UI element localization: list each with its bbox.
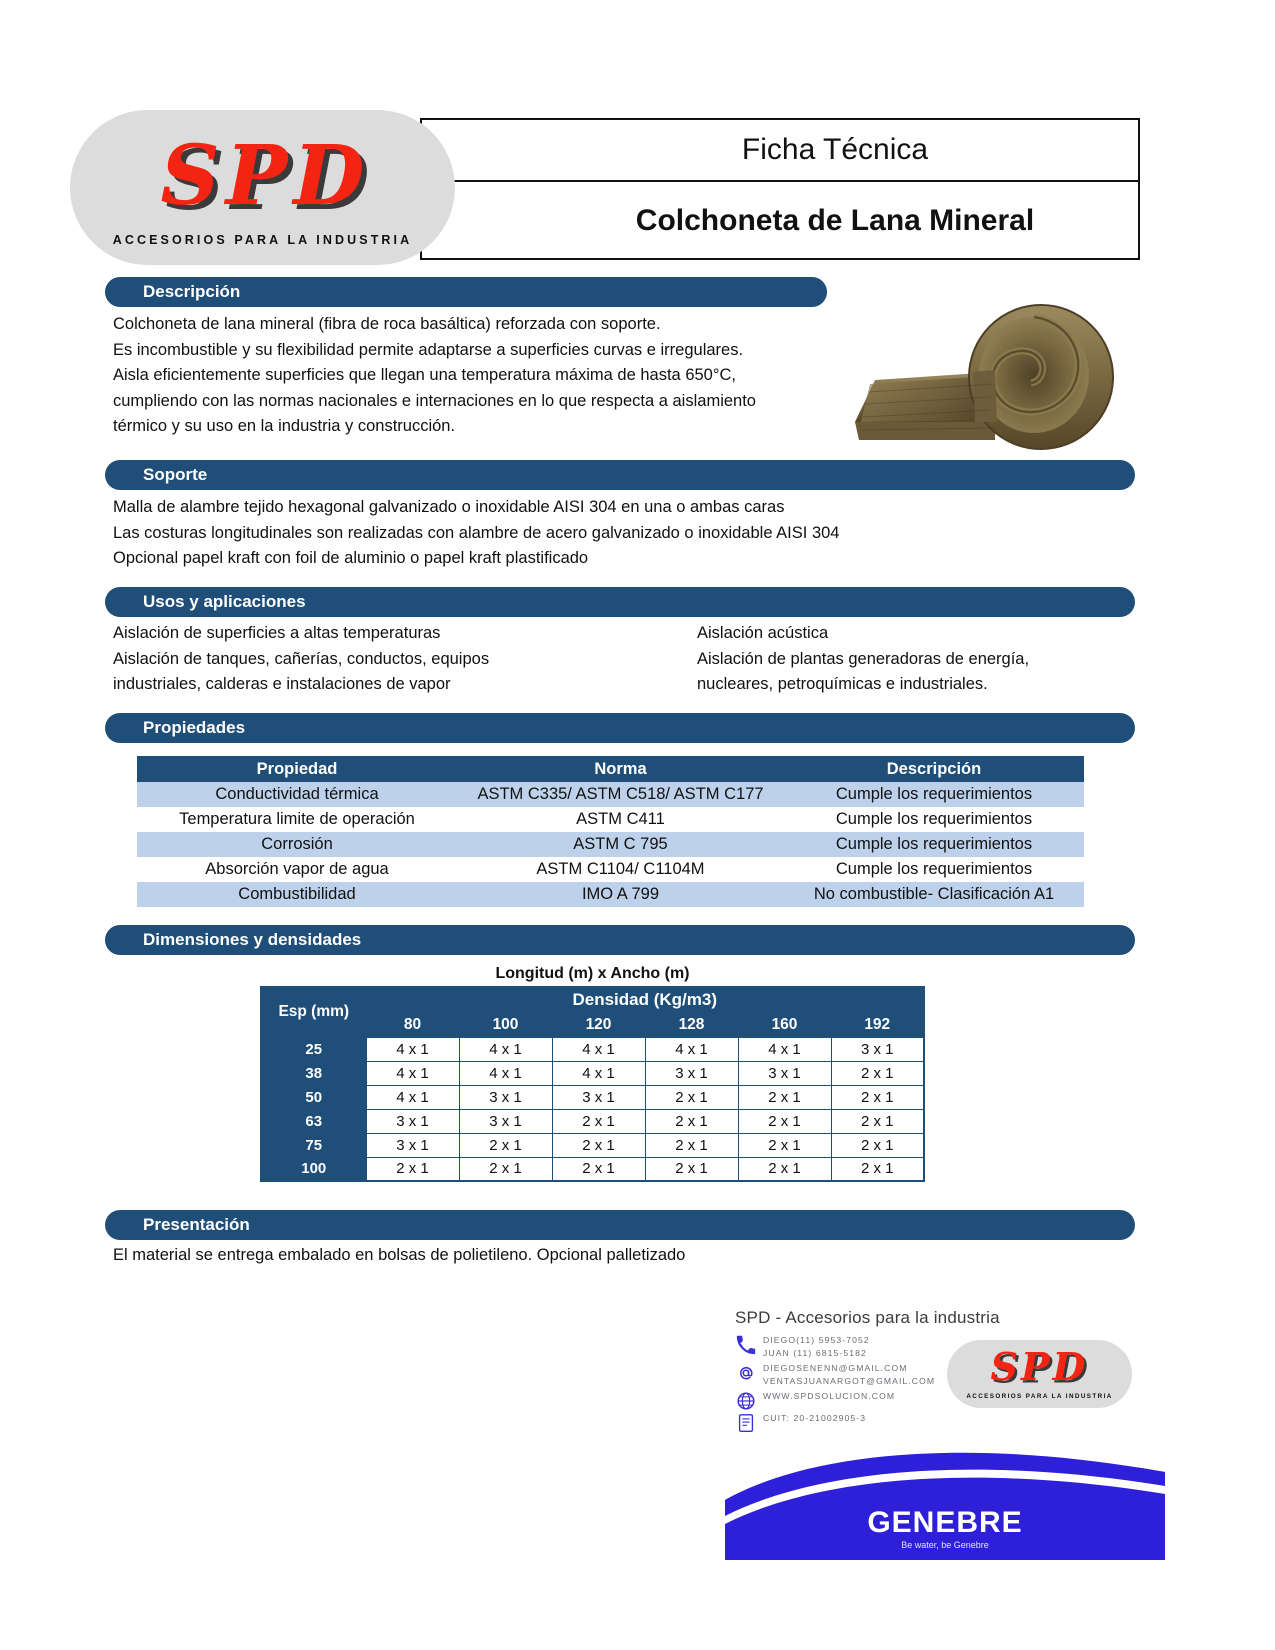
cell-norma: IMO A 799 (457, 882, 784, 907)
usos-left-column (113, 621, 673, 698)
table-row (261, 1109, 924, 1133)
cell-esp: 100 (261, 1157, 366, 1181)
dimensions-header-row-1 (261, 987, 924, 1013)
properties-table (137, 756, 1084, 907)
title-box (420, 118, 1140, 260)
cell-esp: 38 (261, 1061, 366, 1085)
phone-lines (763, 1334, 870, 1359)
cell-descripcion: Cumple los requerimientos (784, 832, 1084, 857)
globe-icon (735, 1390, 757, 1412)
contact-email (735, 1362, 935, 1387)
section-header-presentacion (105, 1210, 1135, 1240)
section-header-soporte (105, 460, 1135, 490)
footer (725, 1300, 1165, 1570)
usos-line: Aislación de tanques, cañerías, conductos, equipos (113, 649, 490, 668)
cell-size: 2 x 1 (738, 1157, 831, 1181)
email-line: DIEGOSENENN@GMAIL.COM (763, 1363, 908, 1373)
table-row (137, 782, 1084, 807)
cell-propiedad: Combustibilidad (137, 882, 457, 907)
contact-phone (735, 1334, 870, 1359)
density-col-192: 192 (831, 1013, 924, 1037)
phone-icon (735, 1334, 757, 1356)
cell-size: 4 x 1 (552, 1037, 645, 1061)
phone-line: DIEGO(11) 5953-7052 (763, 1335, 870, 1345)
table-row (261, 1037, 924, 1061)
section-header-propiedades (105, 713, 1135, 743)
section-header-usos (105, 587, 1135, 617)
dimensions-table (260, 986, 925, 1182)
section-title-descripcion: Descripción (143, 282, 241, 301)
column-header-esp: Esp (mm) (261, 987, 366, 1037)
at-icon (735, 1362, 757, 1384)
cell-esp: 75 (261, 1133, 366, 1157)
web-line: WWW.SPDSOLUCION.COM (763, 1391, 896, 1401)
cell-descripcion: Cumple los requerimientos (784, 857, 1084, 882)
section-title-presentacion: Presentación (143, 1215, 250, 1234)
presentacion-body (113, 1243, 1123, 1269)
usos-line: nucleares, petroquímicas e industriales. (697, 675, 988, 693)
cell-size: 2 x 1 (459, 1157, 552, 1181)
cell-esp: 63 (261, 1109, 366, 1133)
density-col-128: 128 (645, 1013, 738, 1037)
descripcion-line: cumpliendo con las normas nacionales e internaciones en lo que respecta a aislamiento (113, 391, 756, 410)
section-title-soporte: Soporte (143, 465, 208, 484)
table-row (261, 1157, 924, 1181)
descripcion-line: Colchoneta de lana mineral (fibra de roca basáltica) reforzada con soporte. (113, 315, 661, 333)
cell-size: 3 x 1 (366, 1109, 459, 1133)
cell-size: 4 x 1 (366, 1061, 459, 1085)
cell-descripcion: Cumple los requerimientos (784, 782, 1084, 807)
cell-size: 2 x 1 (459, 1133, 552, 1157)
cell-size: 3 x 1 (459, 1085, 552, 1109)
spd-logo-tagline: ACCESORIOS PARA LA INDUSTRIA (112, 232, 413, 247)
cell-size: 2 x 1 (831, 1133, 924, 1157)
spd-logo (70, 110, 455, 265)
table-row (261, 1061, 924, 1085)
density-col-100: 100 (459, 1013, 552, 1037)
cell-size: 2 x 1 (645, 1133, 738, 1157)
document-type-row (422, 120, 1138, 182)
density-col-120: 120 (552, 1013, 645, 1037)
cell-size: 4 x 1 (366, 1037, 459, 1061)
cell-norma: ASTM C1104/ C1104M (457, 857, 784, 882)
usos-line: Aislación acústica (697, 624, 829, 642)
dimensions-caption: Longitud (m) x Ancho (m) (495, 965, 690, 982)
column-header-densidad: Densidad (Kg/m3) (366, 987, 924, 1013)
usos-right-column (697, 621, 1137, 698)
table-row (137, 832, 1084, 857)
cell-norma: ASTM C 795 (457, 832, 784, 857)
section-header-descripcion (105, 277, 827, 307)
density-col-80: 80 (366, 1013, 459, 1037)
soporte-line: Malla de alambre tejido hexagonal galvanizado o inoxidable AISI 304 en una o ambas caras (113, 498, 785, 516)
cell-size: 2 x 1 (738, 1133, 831, 1157)
document-type: Ficha Técnica (741, 133, 929, 166)
usos-line: Aislación de plantas generadoras de energía, (697, 649, 1030, 668)
column-header-propiedad: Propiedad (137, 756, 457, 782)
genebre-banner (725, 1428, 1165, 1560)
cell-size: 4 x 1 (459, 1061, 552, 1085)
cell-size: 2 x 1 (552, 1133, 645, 1157)
table-row (137, 882, 1084, 907)
cell-propiedad: Temperatura limite de operación (137, 807, 457, 832)
descripcion-line: Aisla eficientemente superficies que llegan una temperatura máxima de hasta 650°C, (113, 366, 736, 384)
cell-propiedad: Corrosión (137, 832, 457, 857)
cell-size: 4 x 1 (552, 1061, 645, 1085)
footer-spd-wordmark: SPD (990, 1344, 1089, 1389)
table-row (261, 1133, 924, 1157)
cell-size: 3 x 1 (831, 1037, 924, 1061)
footer-spd-logo (947, 1340, 1132, 1408)
cell-size: 2 x 1 (645, 1157, 738, 1181)
cell-norma: ASTM C411 (457, 807, 784, 832)
cell-size: 2 x 1 (366, 1157, 459, 1181)
cell-size: 2 x 1 (552, 1109, 645, 1133)
cell-size: 2 x 1 (645, 1109, 738, 1133)
genebre-wordmark: GENEBRE (867, 1506, 1023, 1539)
cell-size: 2 x 1 (738, 1109, 831, 1133)
usos-line: industriales, calderas e instalaciones de vapor (113, 675, 451, 693)
table-row (137, 807, 1084, 832)
soporte-body (113, 495, 1123, 572)
contact-web (735, 1390, 895, 1412)
cell-norma: ASTM C335/ ASTM C518/ ASTM C177 (457, 782, 784, 807)
product-photo (845, 272, 1135, 462)
genebre-slogan: Be water, be Genebre (901, 1540, 989, 1550)
cell-size: 2 x 1 (831, 1061, 924, 1085)
section-header-dimensiones (105, 925, 1135, 955)
page-title: Colchoneta de Lana Mineral (635, 204, 1035, 237)
density-col-160: 160 (738, 1013, 831, 1037)
cell-size: 2 x 1 (831, 1109, 924, 1133)
section-title-usos: Usos y aplicaciones (143, 592, 306, 611)
cell-size: 2 x 1 (552, 1157, 645, 1181)
email-line: VENTASJUANARGOT@GMAIL.COM (763, 1375, 936, 1386)
presentacion-line: El material se entrega embalado en bolsas de polietileno. Opcional palletizado (113, 1246, 686, 1264)
cell-size: 4 x 1 (738, 1037, 831, 1061)
table-row (261, 1085, 924, 1109)
usos-line: Aislación de superficies a altas temperaturas (113, 624, 441, 642)
cell-size: 3 x 1 (366, 1133, 459, 1157)
column-header-descripcion: Descripción (784, 756, 1084, 782)
cell-size: 3 x 1 (645, 1061, 738, 1085)
cell-descripcion: No combustible- Clasificación A1 (784, 882, 1084, 907)
soporte-line: Opcional papel kraft con foil de aluminio o papel kraft plastificado (113, 549, 589, 567)
cuit-line: CUIT: 20-21002905-3 (763, 1413, 867, 1423)
cuit-lines (763, 1412, 866, 1425)
cell-size: 4 x 1 (366, 1085, 459, 1109)
cell-size: 2 x 1 (738, 1085, 831, 1109)
web-lines (763, 1390, 895, 1403)
soporte-line: Las costuras longitudinales son realizadas con alambre de acero galvanizado o inoxidable AISI 304 (113, 523, 840, 542)
section-title-dimensiones: Dimensiones y densidades (143, 930, 362, 949)
descripcion-body (113, 312, 853, 440)
cell-size: 2 x 1 (831, 1085, 924, 1109)
properties-header-row (137, 756, 1084, 782)
column-header-norma: Norma (457, 756, 784, 782)
descripcion-line: térmico y su uso en la industria y construcción. (113, 417, 456, 435)
product-title-row (422, 182, 1138, 260)
document-header (70, 110, 1140, 268)
cell-propiedad: Absorción vapor de agua (137, 857, 457, 882)
cell-esp: 50 (261, 1085, 366, 1109)
section-title-propiedades: Propiedades (143, 718, 246, 737)
cell-descripcion: Cumple los requerimientos (784, 807, 1084, 832)
cell-esp: 25 (261, 1037, 366, 1061)
cell-size: 4 x 1 (645, 1037, 738, 1061)
table-row (137, 857, 1084, 882)
email-lines (763, 1362, 935, 1387)
cell-size: 2 x 1 (831, 1157, 924, 1181)
cell-size: 2 x 1 (645, 1085, 738, 1109)
cell-size: 3 x 1 (459, 1109, 552, 1133)
cell-size: 3 x 1 (738, 1061, 831, 1085)
phone-line: JUAN (11) 6815-5182 (763, 1347, 867, 1358)
footer-company-name: SPD - Accesorios para la industria (735, 1308, 1000, 1327)
cell-propiedad: Conductividad térmica (137, 782, 457, 807)
cell-size: 4 x 1 (459, 1037, 552, 1061)
footer-spd-tagline: ACCESORIOS PARA LA INDUSTRIA (966, 1393, 1113, 1400)
descripcion-line: Es incombustible y su flexibilidad permite adaptarse a superficies curvas e irregulares. (113, 340, 744, 359)
cell-size: 3 x 1 (552, 1085, 645, 1109)
spd-logo-wordmark: SPD (160, 127, 371, 224)
